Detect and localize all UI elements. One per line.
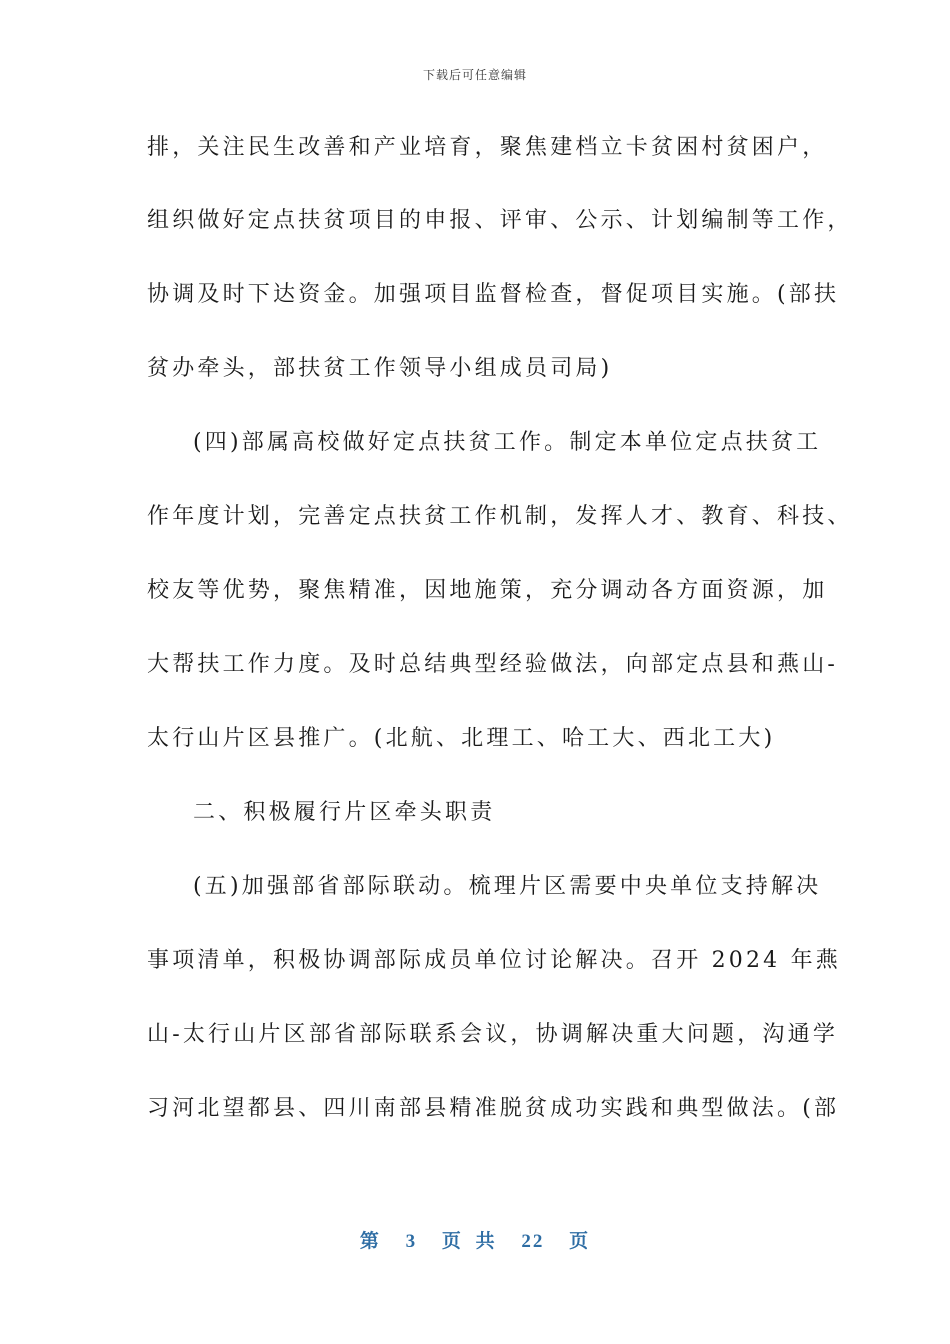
page-mid: 页 共 — [441, 1231, 497, 1252]
body-line: 组织做好定点扶贫项目的申报、评审、公示、计划编制等工作， — [147, 208, 853, 233]
section-heading: 二、积极履行片区牵头职责 — [193, 800, 496, 825]
page-suffix: 页 — [569, 1231, 591, 1252]
page-current: 3 — [405, 1231, 418, 1252]
body-line: 作年度计划，完善定点扶贫工作机制，发挥人才、教育、科技、 — [147, 504, 853, 529]
body-line: 协调及时下达资金。加强项目监督检查，督促项目实施。(部扶 — [147, 282, 840, 307]
body-line: 贫办牵头，部扶贫工作领导小组成员司局) — [147, 356, 613, 381]
body-line: 校友等优势，聚焦精准，因地施策，充分调动各方面资源，加 — [147, 578, 828, 603]
page-label: 第 — [359, 1231, 381, 1252]
body-line: 习河北望都县、四川南部县精准脱贫成功实践和典型做法。(部 — [147, 1096, 840, 1121]
body-line: 山-太行山片区部省部际联系会议，协调解决重大问题，沟通学 — [147, 1022, 839, 1047]
body-line: 事项清单，积极协调部际成员单位讨论解决。召开 2024 年燕 — [147, 948, 841, 973]
body-line: 排，关注民生改善和产业培育，聚焦建档立卡贫困村贫困户， — [147, 135, 828, 160]
page-footer — [0, 1226, 950, 1253]
body-line: (五)加强部省部际联动。梳理片区需要中央单位支持解决 — [193, 874, 822, 899]
body-line: 大帮扶工作力度。及时总结典型经验做法，向部定点县和燕山- — [147, 652, 839, 677]
body-line: (四)部属高校做好定点扶贫工作。制定本单位定点扶贫工 — [193, 430, 822, 455]
body-line: 太行山片区县推广。(北航、北理工、哈工大、西北工大) — [147, 726, 776, 751]
header-note: 下载后可任意编辑 — [422, 68, 527, 82]
page-total: 22 — [521, 1231, 545, 1252]
